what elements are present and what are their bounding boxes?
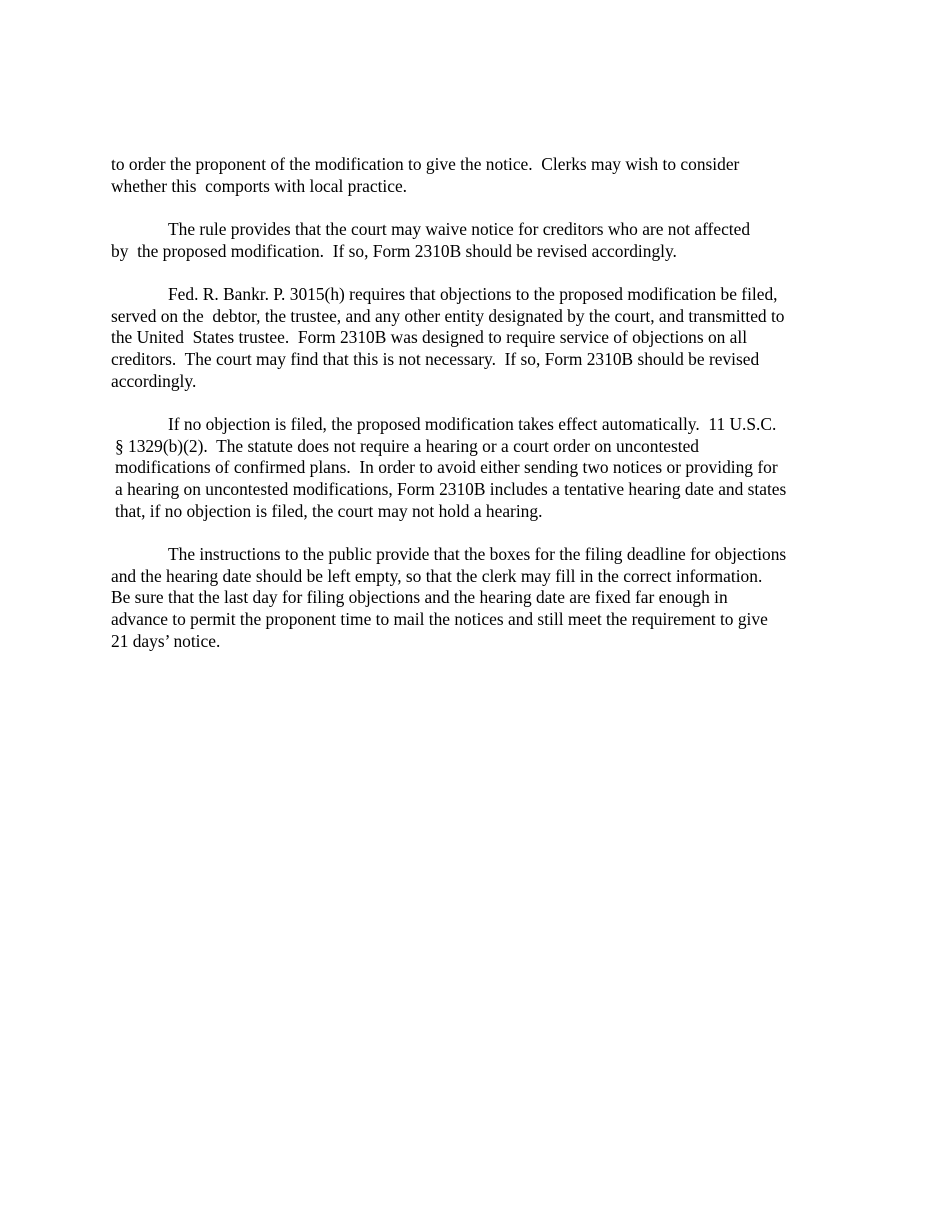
paragraph-line: Be sure that the last day for filing objections and the hearing date are fixed far enough in <box>111 587 728 608</box>
paragraph-3 <box>111 284 846 393</box>
paragraph-line: whether this comports with local practice. <box>111 175 408 196</box>
paragraph-line: modifications of confirmed plans. In order to avoid either sending two notices or providing for <box>115 457 778 478</box>
paragraph-line: that, if no objection is filed, the court may not hold a hearing. <box>115 500 543 521</box>
paragraph-line: Fed. R. Bankr. P. 3015(h) requires that objections to the proposed modification be filed, <box>168 284 778 304</box>
paragraph-5 <box>111 544 846 653</box>
paragraph-line: and the hearing date should be left empty, so that the clerk may fill in the correct information. <box>111 565 763 586</box>
paragraph-line: by the proposed modification. If so, Form 2310B should be revised accordingly. <box>111 240 677 261</box>
paragraph-4 <box>111 414 846 523</box>
paragraph-2 <box>111 219 846 262</box>
paragraph-line: 21 days’ notice. <box>111 630 221 651</box>
paragraph-line: If no objection is filed, the proposed modification takes effect automatically. 11 U.S.C. <box>168 414 777 434</box>
paragraph-1 <box>111 154 846 197</box>
paragraph-line: a hearing on uncontested modifications, Form 2310B includes a tentative hearing date and states <box>115 479 787 500</box>
paragraph-line: served on the debtor, the trustee, and any other entity designated by the court, and transmitted to <box>111 305 785 326</box>
paragraph-line: creditors. The court may find that this is not necessary. If so, Form 2310B should be revised <box>111 349 760 370</box>
paragraph-line: accordingly. <box>111 370 197 391</box>
paragraph-line: advance to permit the proponent time to mail the notices and still meet the requirement to give <box>111 609 768 630</box>
paragraph-line: The rule provides that the court may waive notice for creditors who are not affected <box>168 219 751 239</box>
paragraph-line: to order the proponent of the modification to give the notice. Clerks may wish to consider <box>111 154 740 174</box>
paragraph-line: the United States trustee. Form 2310B was designed to require service of objections on all <box>111 327 748 348</box>
paragraph-line: § 1329(b)(2). The statute does not require a hearing or a court order on uncontested <box>115 435 700 456</box>
paragraph-line: The instructions to the public provide that the boxes for the filing deadline for objections <box>168 544 787 564</box>
